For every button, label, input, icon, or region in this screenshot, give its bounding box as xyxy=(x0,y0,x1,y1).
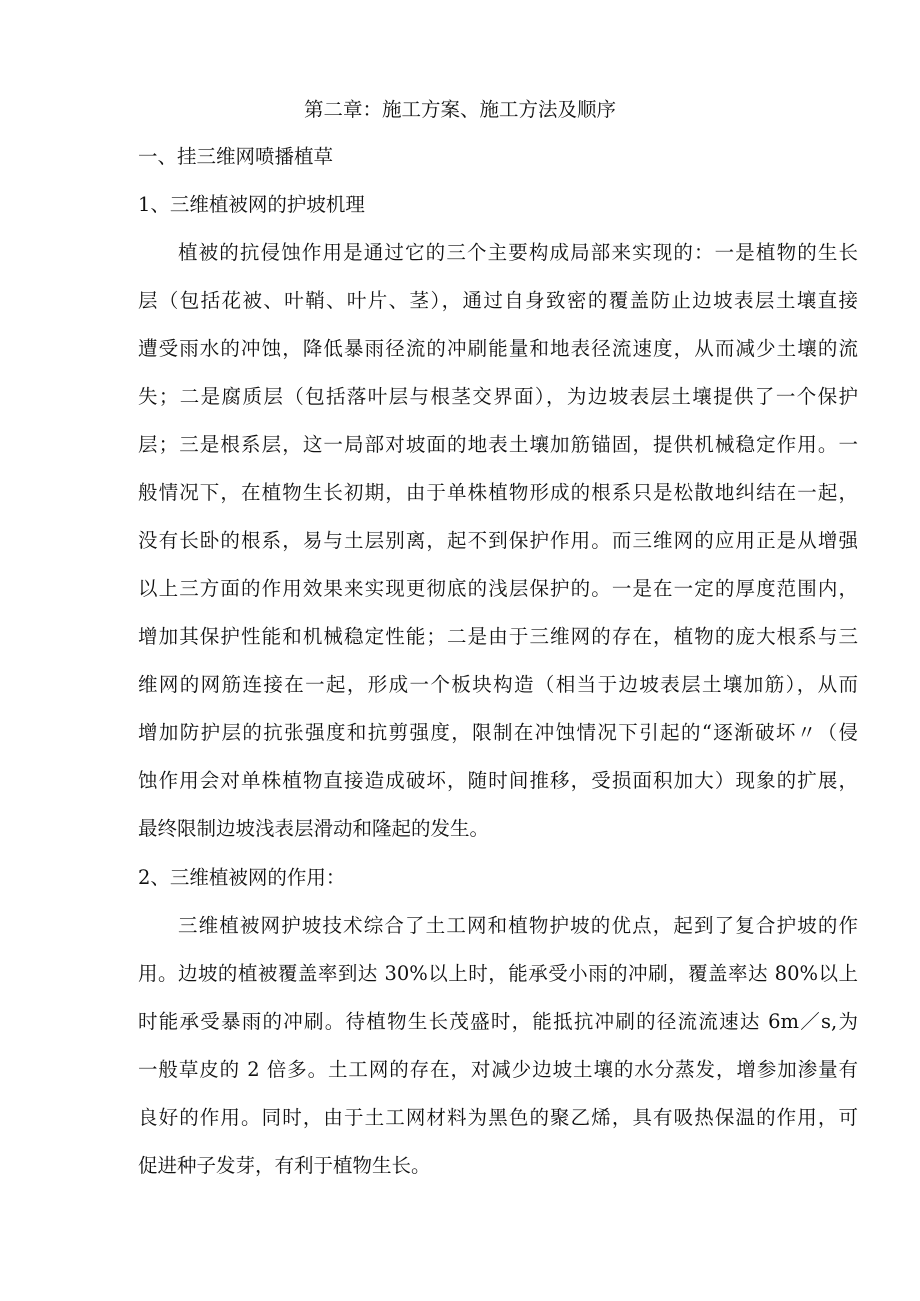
paragraph-line: 蚀作用会对单株植物直接造成破坏，随时间推移，受损面积加大）现象的扩展， xyxy=(138,769,858,792)
paragraph-line: 三维植被网护坡技术综合了土工网和植物护坡的优点，起到了复合护坡的作 xyxy=(178,914,858,937)
paragraph-line: 失；二是腐质层（包括落叶层与根茎交界面），为边坡表层土壤提供了一个保护 xyxy=(138,385,858,408)
paragraph-line: 最终限制边坡浅表层滑动和隆起的发生。 xyxy=(138,817,490,840)
subsection-heading: 1、三维植被网的护坡机理 xyxy=(138,193,365,216)
paragraph-line: 维网的网筋连接在一起，形成一个板块构造（相当于边坡表层土壤加筋），从而 xyxy=(138,673,858,696)
paragraph-line: 层（包括花被、叶鞘、叶片、茎），通过自身致密的覆盖防止边坡表层土壤直接 xyxy=(138,289,858,312)
paragraph-line: 般情况下，在植物生长初期，由于单株植物形成的根系只是松散地纠结在一起， xyxy=(138,481,858,504)
paragraph-line: 一般草皮的 2 倍多。土工网的存在，对减少边坡土壤的水分蒸发，增参加渗量有 xyxy=(138,1058,858,1081)
paragraph-line: 没有长卧的根系，易与土层别离，起不到保护作用。而三维网的应用正是从增强 xyxy=(138,529,858,552)
paragraph-line: 增加防护层的抗张强度和抗剪强度，限制在冲蚀情况下引起的“逐渐破坏〃（侵 xyxy=(138,721,858,744)
paragraph-line: 良好的作用。同时，由于土工网材料为黑色的聚乙烯，具有吸热保温的作用，可 xyxy=(138,1106,858,1129)
chapter-title: 第二章：施工方案、施工方法及顺序 xyxy=(303,98,616,121)
paragraph-line: 以上三方面的作用效果来实现更彻底的浅层保护的。一是在一定的厚度范围内， xyxy=(138,577,858,600)
paragraph-line: 层；三是根系层，这一局部对坡面的地表土壤加筋锚固，提供机械稳定作用。一 xyxy=(138,433,858,456)
section-heading: 一、挂三维网喷播植草 xyxy=(138,145,334,168)
paragraph-line: 促进种子发芽，有利于植物生长。 xyxy=(138,1154,431,1177)
paragraph-line: 用。边坡的植被覆盖率到达 30%以上时，能承受小雨的冲刷，覆盖率达 80%以上 xyxy=(138,962,858,985)
subsection-heading: 2、三维植被网的作用： xyxy=(138,866,346,889)
paragraph-line: 增加其保护性能和机械稳定性能；二是由于三维网的存在，植物的庞大根系与三 xyxy=(138,625,858,648)
paragraph-line: 时能承受暴雨的冲刷。待植物生长茂盛时，能抵抗冲刷的径流流速达 6m／s,为 xyxy=(138,1010,858,1033)
paragraph-line: 遭受雨水的冲蚀，降低暴雨径流的冲刷能量和地表径流速度，从而减少土壤的流 xyxy=(138,337,858,360)
paragraph-line: 植被的抗侵蚀作用是通过它的三个主要构成局部来实现的：一是植物的生长 xyxy=(178,241,858,264)
